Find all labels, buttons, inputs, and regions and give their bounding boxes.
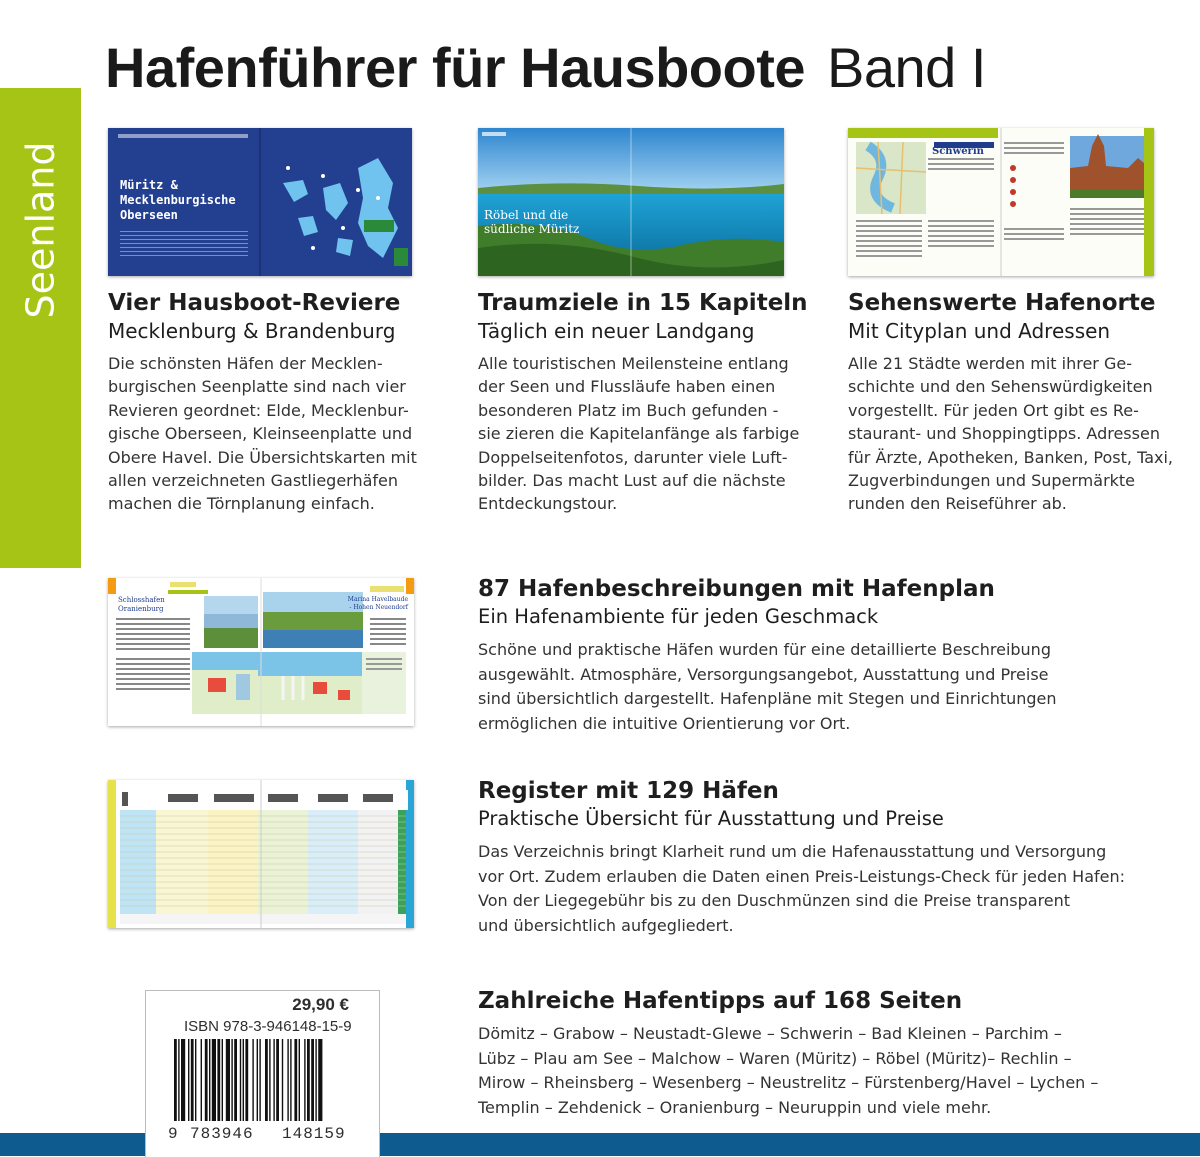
section-1-heading: 87 Hafenbeschreibungen mit Hafenplan [478, 576, 995, 602]
section-2-body: Das Verzeichnis bringt Klarheit rund um die Hafenausstattung und Versorgung vor Ort. Zudem erlauben die Daten einen Preis-Leistungs-Check für jeden Hafen: Von der Liegegebühr bis zu den Duschmünzen sind die Preise transparent und übersichtlich aufgegliedert. [478, 842, 1126, 935]
lake-photo-illustration [478, 128, 784, 276]
harbour-right-title: Marina Havelbaude - Hohen Neuendorf [347, 596, 408, 611]
barcode-digits-right: 148159 [282, 1125, 346, 1143]
column-2-subheading: Täglich ein neuer Landgang [478, 319, 755, 343]
isbn-label: ISBN 978-3-946148-15-9 [184, 1018, 352, 1035]
side-tab-label: Seenland [18, 141, 63, 319]
column-3-subheading: Mit Cityplan und Adressen [848, 319, 1111, 343]
cityplan-title: Schwerin [932, 146, 984, 157]
section-3-heading: Zahlreiche Hafentipps auf 168 Seiten [478, 988, 963, 1014]
thumb-harbour-spread [108, 578, 414, 726]
column-2-heading: Traumziele in 15 Kapiteln [478, 290, 808, 316]
column-3-heading: Sehenswerte Hafenorte [848, 290, 1156, 316]
section-1-body: Schöne und praktische Häfen wurden für eine detaillierte Beschreibung ausgewählt. Atmosphäre, Versorgungsangebot, Ausstattung und Preise sind übersichtlich dargestellt. Hafenpläne mit Stegen und Einrichtungen ermöglichen die intuitive Orientierung vor Ort. [478, 640, 1057, 733]
price-barcode-box [145, 990, 380, 1157]
thumb-map-spread [108, 128, 412, 276]
title-band: Band I [827, 36, 986, 99]
barcode-digits-left: 783946 [190, 1125, 254, 1143]
thumb-register-spread [108, 780, 414, 928]
harbour-left-title: Schlosshafen Oranienburg [118, 596, 165, 613]
thumb-cityplan-spread [848, 128, 1154, 276]
column-1-subheading: Mecklenburg & Brandenburg [108, 319, 396, 343]
column-3-body: Alle 21 Städte werden mit ihrer Ge- schichte und den Sehenswürdigkeiten vorgestellt. Für jeden Ort gibt es Re- staurant- und Shoppingtipps. Adressen für Ärzte, Apotheken, Banken, Post, Taxi, Zugverbindungen und Supermärkte runden den Reiseführer ab. [848, 354, 1173, 514]
barcode-digit-first: 9 [168, 1125, 179, 1143]
barcode-digits [168, 1125, 378, 1143]
map-spread-title: Müritz & Mecklenburgische Oberseen [120, 178, 236, 222]
photo-spread-title: Röbel und die südliche Müritz [484, 208, 580, 236]
thumb-photo-spread [478, 128, 784, 276]
section-2-subheading: Praktische Übersicht für Ausstattung und Preise [478, 807, 944, 830]
column-1-body: Die schönsten Häfen der Mecklen- burgischen Seenplatte sind nach vier Revieren geordnet: Elde, Mecklenbur- gische Oberseen, Kleinseenplatte und Obere Havel. Die Übersichtskarten mit allen verzeichneten Gastliegerhäfen machen die Törnplanung einfach. [108, 354, 417, 514]
register-table-illustration [108, 780, 414, 928]
side-tab [0, 88, 81, 568]
cityplan-illustration [848, 128, 1154, 276]
barcode [174, 1039, 366, 1121]
section-2-heading: Register mit 129 Häfen [478, 778, 779, 804]
section-1-subheading: Ein Hafenambiente für jeden Geschmack [478, 605, 879, 628]
price-label: 29,90 € [292, 995, 349, 1014]
section-3-body: Dömitz – Grabow – Neustadt-Glewe – Schwerin – Bad Kleinen – Parchim – Lübz – Plau am See – Malchow – Waren (Müritz) – Röbel (Müritz)– Rechlin – Mirow – Rheinsberg – Wesenberg – Neustrelitz – Fürstenberg/Havel – Lychen – Templin – Zehdenick – Oranienburg – Neuruppin und viele mehr. [478, 1024, 1099, 1117]
book-title [105, 36, 986, 100]
column-1-heading: Vier Hausboot-Reviere [108, 290, 401, 316]
column-2-body: Alle touristischen Meilensteine entlang der Seen und Flussläufe haben einen besonderen Platz im Buch gefunden - sie zieren die Kapitelanfänge als farbige Doppelseitenfotos, darunter viele Luft- bilder. Das macht Lust auf die nächste Entdeckungstour. [478, 354, 800, 514]
map-spread-text [120, 228, 248, 258]
title-main: Hafenführer für Hausboote [105, 36, 805, 99]
